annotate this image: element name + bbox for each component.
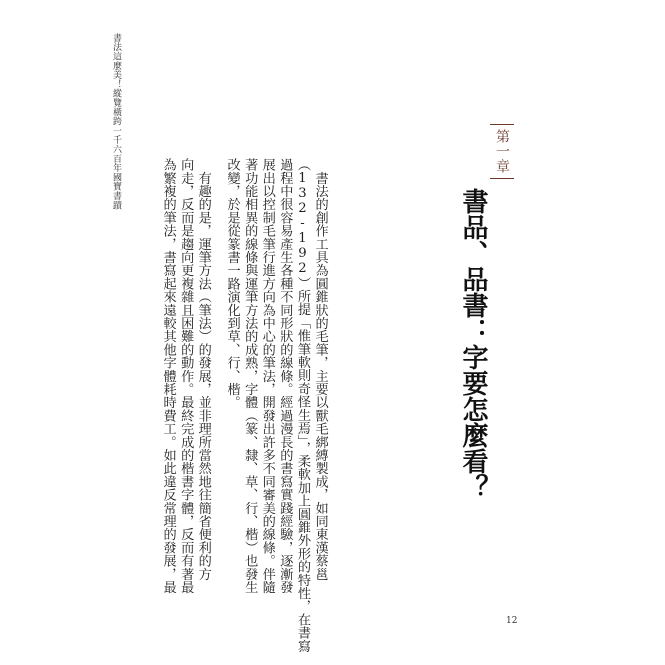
text-column: 過程中很容易產生各種不同形狀的線條。經過漫長的書寫實踐經驗，逐漸發: [277, 158, 293, 594]
text-column: 向走，反而是趨向更複雜且困難的動作。最終完成的楷書字體，反而有著最: [178, 158, 194, 594]
text-column: 改變，於是從篆書一路演化到草、行、楷。: [224, 158, 240, 409]
text-column: 書法的創作工具為圓錐狀的毛筆，主要以獸毛綁縛製成，如同東漢蔡邕: [312, 158, 328, 581]
text-column: 展出以控制毛筆行進方向為中心的筆法，開發出許多不同審美的線條。伴隨: [259, 158, 275, 594]
page-number: 12: [506, 616, 518, 626]
chapter-title: 書品、品書：字要怎麼看？: [458, 188, 488, 500]
text-column: 著功能相異的線條與運筆方法的成熟，字體（篆、隸、草、行、楷）也發生: [242, 158, 258, 594]
text-column: 有趣的是，運筆方法（筆法）的發展，並非理所當然地往簡省便利的方: [195, 158, 211, 581]
chapter-label: 第一章: [490, 124, 514, 179]
paragraph-1: [223, 158, 329, 652]
running-header: 書法這麼美！縱覽橫跨一千六百年國寶書蹟: [111, 33, 121, 210]
text-column: 為繁複的筆法，書寫起來遠較其他字體耗時費工。如此違反常理的發展，最: [160, 158, 176, 594]
text-column: （132-192）所提「惟筆軟則奇怪生焉」，柔軟加上圓錐外形的特性，在書寫: [294, 158, 310, 653]
paragraph-2: [159, 158, 212, 594]
